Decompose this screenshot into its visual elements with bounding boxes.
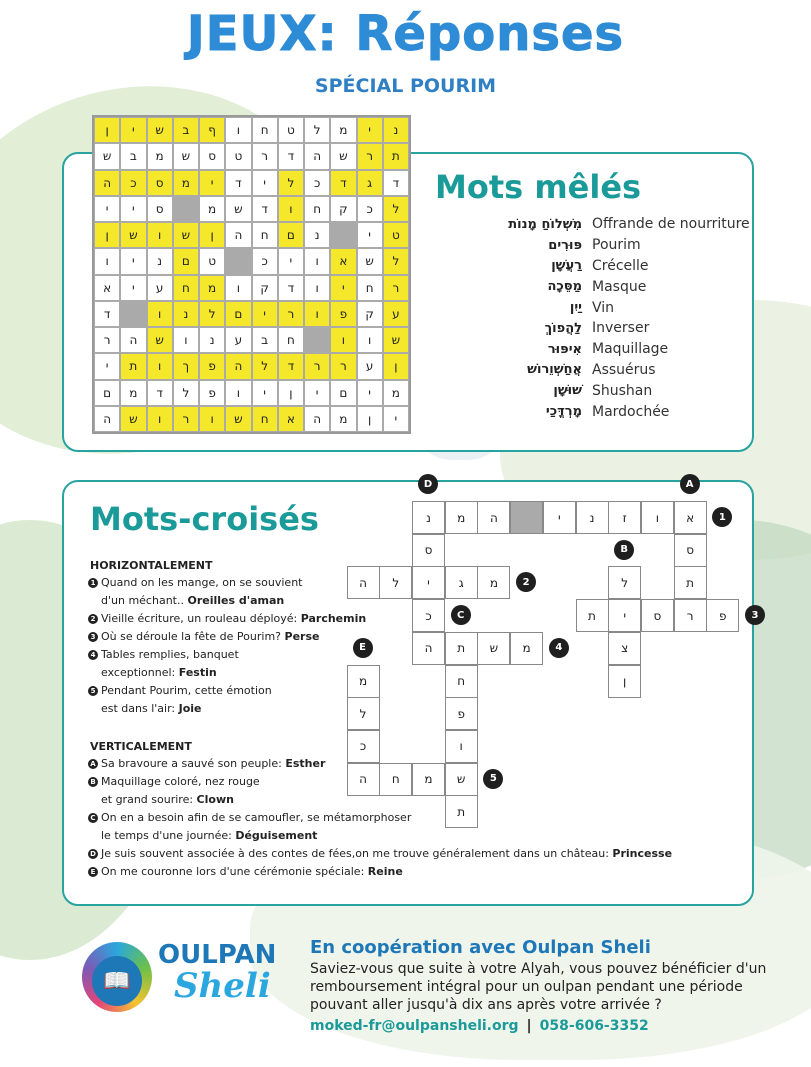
word-search-cell: ת: [383, 143, 409, 169]
word-list-item: [420, 235, 750, 256]
clue-text: Tables remplies, banquet: [101, 648, 239, 661]
word-search-cell: ש: [120, 406, 146, 432]
word-search-cell: מ: [330, 406, 356, 432]
clue-text: Je suis souvent associée à des contes de fées,on me trouve généralement dans un château:: [101, 847, 613, 860]
french-translation: Masque: [592, 278, 647, 295]
french-translation: Crécelle: [592, 257, 649, 274]
word-search-cell: ש: [383, 327, 409, 353]
word-list-item: [420, 276, 750, 297]
word-search-title: Mots mêlés: [435, 168, 642, 206]
word-search-cell: ל: [383, 196, 409, 222]
word-search-cell: י: [252, 301, 278, 327]
crossword-cell: מ: [347, 665, 380, 698]
crossword-cell: ה: [347, 763, 380, 796]
crossword-clue: [88, 628, 319, 646]
french-translation: Inverser: [592, 320, 650, 337]
clue-text: Pendant Pourim, cette émotion: [101, 684, 272, 697]
crossword-cell: ח: [445, 665, 478, 698]
word-search-cell: י: [252, 380, 278, 406]
crossword-clue: [88, 610, 366, 628]
word-list-item: [420, 318, 750, 339]
crossword-cell: מ: [445, 501, 478, 534]
crossword-cell: ן: [608, 665, 641, 698]
word-search-cell: ש: [173, 222, 199, 248]
word-search-cell: ן: [94, 222, 120, 248]
crossword-number-badge: E: [353, 638, 373, 658]
word-search-cell: ו: [173, 327, 199, 353]
crossword-cell: ו: [445, 730, 478, 763]
word-list-item: [420, 401, 750, 422]
contact-phone[interactable]: 058-606-3352: [539, 1018, 649, 1034]
word-search-cell: ן: [94, 117, 120, 143]
clue-number: B: [88, 777, 98, 787]
clue-number: C: [88, 813, 98, 823]
french-translation: Maquillage: [592, 341, 669, 358]
clue-text: Où se déroule la fête de Pourim?: [101, 630, 285, 643]
word-search-cell: ו: [304, 301, 330, 327]
clue-answer: Princesse: [612, 847, 673, 860]
word-search-cell: א: [330, 248, 356, 274]
word-search-cell: ן: [278, 380, 304, 406]
word-search-cell: ע: [225, 327, 251, 353]
word-search-cell: כ: [252, 248, 278, 274]
word-search-cell: ר: [383, 275, 409, 301]
word-search-cell: ש: [147, 117, 173, 143]
word-search-cell: ש: [173, 143, 199, 169]
crossword-clue: [88, 863, 403, 881]
french-translation: Assuérus: [592, 361, 656, 378]
word-search-cell: ע: [383, 301, 409, 327]
book-icon: 📖: [92, 956, 142, 1006]
word-search-cell: ה: [94, 406, 120, 432]
word-search-cell: ו: [147, 406, 173, 432]
word-search-cell: ר: [173, 406, 199, 432]
crossword-cell: ג: [445, 566, 478, 599]
word-search-cell: נ: [173, 301, 199, 327]
word-search-cell: ן: [199, 222, 225, 248]
word-search-cell: ס: [147, 196, 173, 222]
word-search-cell: מ: [147, 143, 173, 169]
word-search-cell: י: [199, 170, 225, 196]
word-search-cell: פ: [330, 301, 356, 327]
crossword-cell: מ: [510, 632, 543, 665]
word-search-cell: ד: [278, 353, 304, 379]
word-search-cell: א: [94, 275, 120, 301]
word-search-cell: ו: [225, 275, 251, 301]
word-search-cell: ל: [199, 301, 225, 327]
word-search-cell: י: [383, 406, 409, 432]
word-search-cell: ם: [278, 222, 304, 248]
clue-number: 2: [88, 614, 98, 624]
word-search-cell: א: [278, 406, 304, 432]
crossword-clue: [88, 809, 411, 845]
hebrew-word: רַעֲשָׁן: [551, 258, 582, 274]
french-translation: Pourim: [592, 237, 641, 254]
crossword-number-badge: A: [680, 474, 700, 494]
word-search-cell: י: [330, 275, 356, 301]
word-search-cell: ח: [173, 275, 199, 301]
word-search-cell: ה: [94, 170, 120, 196]
crossword-clue: [88, 574, 303, 610]
crossword-cell: ת: [445, 632, 478, 665]
word-search-cell: ד: [330, 170, 356, 196]
word-search-cell: ד: [147, 380, 173, 406]
word-search-cell: ה: [120, 327, 146, 353]
crossword-cell: ה: [412, 632, 445, 665]
clue-text: Vieille écriture, un rouleau déployé:: [101, 612, 301, 625]
hebrew-word: אִיפּוּר: [547, 341, 582, 357]
crossword-cell: ל: [379, 566, 412, 599]
word-search-cell: ל: [304, 117, 330, 143]
word-list: [420, 214, 750, 422]
word-search-cell: ר: [357, 143, 383, 169]
word-search-cell: ש: [120, 222, 146, 248]
logo-text-oulpan: OULPAN: [158, 940, 277, 970]
word-search-cell: [120, 301, 146, 327]
word-search-cell: [173, 196, 199, 222]
crossword-cell: ש: [477, 632, 510, 665]
hebrew-word: שׁוּשָׁן: [553, 383, 582, 399]
word-search-cell: ר: [252, 143, 278, 169]
hebrew-word: מִשְׁלוֹחַ מָנוֹת: [508, 216, 582, 232]
word-search-cell: ב: [252, 327, 278, 353]
clue-answer: Joie: [178, 702, 202, 715]
clue-heading: HORIZONTALEMENT: [90, 559, 213, 572]
word-search-cell: נ: [199, 327, 225, 353]
clue-number: 5: [88, 686, 98, 696]
crossword-cell: ת: [674, 566, 707, 599]
crossword-cell: נ: [576, 501, 609, 534]
word-search-cell: פ: [199, 380, 225, 406]
crossword-clue: [88, 845, 672, 863]
crossword-number-badge: 5: [483, 769, 503, 789]
crossword-clue: [88, 682, 272, 718]
cooperation-title: En coopération avec Oulpan Sheli: [310, 937, 651, 958]
crossword-cell: ס: [641, 599, 674, 632]
word-list-item: [420, 380, 750, 401]
clue-heading: VERTICALEMENT: [90, 740, 192, 753]
crossword-cell: כ: [347, 730, 380, 763]
crossword-cell: א: [674, 501, 707, 534]
crossword-cell: צ: [608, 632, 641, 665]
word-search-cell: ק: [330, 196, 356, 222]
word-search-cell: ע: [357, 353, 383, 379]
word-search-cell: ש: [147, 327, 173, 353]
word-search-cell: ל: [252, 353, 278, 379]
clue-number: 4: [88, 650, 98, 660]
crossword-cell: ו: [641, 501, 674, 534]
crossword-cell: ח: [379, 763, 412, 796]
clue-number: A: [88, 759, 98, 769]
logo-text-sheli: Sheli: [174, 966, 271, 1006]
crossword-clue: [88, 646, 239, 682]
crossword-number-badge: D: [418, 474, 438, 494]
crossword-cell: ת: [445, 795, 478, 828]
word-search-cell: ד: [278, 143, 304, 169]
word-search-cell: כ: [357, 196, 383, 222]
word-search-cell: ף: [199, 117, 225, 143]
contact-line: [310, 1018, 649, 1034]
word-list-item: [420, 339, 750, 360]
word-search-cell: נ: [304, 222, 330, 248]
word-search-cell: מ: [199, 275, 225, 301]
clue-answer: Clown: [196, 793, 234, 806]
word-search-cell: מ: [383, 380, 409, 406]
clue-answer: Déguisement: [235, 829, 318, 842]
clue-number: D: [88, 849, 98, 859]
crossword-cell: פ: [706, 599, 739, 632]
clue-text: d'un méchant..: [101, 594, 188, 607]
contact-separator: |: [526, 1018, 532, 1034]
word-search-cell: ט: [278, 117, 304, 143]
contact-email[interactable]: moked-fr@oulpansheli.org: [310, 1018, 519, 1034]
clue-text: On me couronne lors d'une cérémonie spéciale:: [101, 865, 368, 878]
word-search-cell: ד: [252, 196, 278, 222]
word-search-cell: ש: [225, 196, 251, 222]
word-search-cell: ג: [357, 170, 383, 196]
word-search-cell: מ: [330, 117, 356, 143]
word-search-cell: י: [120, 275, 146, 301]
word-search-cell: כ: [120, 170, 146, 196]
clue-text: Quand on les mange, on se souvient: [101, 576, 303, 589]
clue-text: Sa bravoure a sauvé son peuple:: [101, 757, 286, 770]
crossword-cell: מ: [412, 763, 445, 796]
word-search-cell: ל: [173, 380, 199, 406]
word-search-cell: י: [357, 117, 383, 143]
crossword-number-badge: 4: [549, 638, 569, 658]
word-search-cell: י: [120, 248, 146, 274]
crossword-number-badge: B: [614, 540, 634, 560]
crossword-number-badge: C: [451, 605, 471, 625]
word-list-item: [420, 360, 750, 381]
crossword-number-badge: 3: [745, 605, 765, 625]
word-search-cell: ד: [383, 170, 409, 196]
word-search-cell: ו: [147, 301, 173, 327]
clue-answer: Parchemin: [300, 612, 367, 625]
oulpan-sheli-logo: [82, 938, 282, 1018]
word-search-cell: י: [94, 353, 120, 379]
crossword-cell: י: [608, 599, 641, 632]
word-search-cell: ד: [278, 275, 304, 301]
word-search-cell: מ: [199, 196, 225, 222]
clue-answer: Esther: [285, 757, 326, 770]
word-search-cell: ש: [330, 143, 356, 169]
word-list-item: [420, 297, 750, 318]
word-search-cell: ק: [357, 301, 383, 327]
word-search-cell: ו: [147, 353, 173, 379]
word-search-cell: ו: [225, 117, 251, 143]
crossword-number-badge: 2: [516, 572, 536, 592]
word-search-cell: י: [94, 196, 120, 222]
hebrew-word: מָרְדֳּכַי: [545, 404, 582, 420]
word-search-cell: ם: [94, 380, 120, 406]
word-search-cell: י: [120, 117, 146, 143]
word-search-cell: י: [252, 170, 278, 196]
crossword-clue: [88, 773, 260, 809]
word-list-item: [420, 214, 750, 235]
clue-text: est dans l'air:: [101, 702, 179, 715]
word-search-cell: ו: [278, 196, 304, 222]
word-search-cell: ש: [357, 248, 383, 274]
word-search-cell: ו: [199, 406, 225, 432]
word-search-cell: ה: [304, 406, 330, 432]
crossword-cell: ז: [608, 501, 641, 534]
crossword-cell: ל: [608, 566, 641, 599]
hebrew-word: פּוּרִים: [548, 237, 582, 253]
crossword-cell: ש: [445, 763, 478, 796]
clue-answer: Perse: [284, 630, 320, 643]
word-search-cell: ה: [225, 222, 251, 248]
hebrew-word: מַסֵּכָה: [547, 279, 582, 295]
french-translation: Vin: [592, 299, 615, 316]
word-search-cell: ש: [94, 143, 120, 169]
clue-text: On en a besoin afin de se camoufler, se métamorphoser: [101, 811, 412, 824]
word-search-cell: ו: [304, 248, 330, 274]
word-search-cell: ח: [304, 196, 330, 222]
word-search-cell: ד: [225, 170, 251, 196]
clue-number: 3: [88, 632, 98, 642]
clue-answer: Oreilles d'aman: [187, 594, 285, 607]
word-search-cell: ר: [330, 353, 356, 379]
crossword-cell: נ: [412, 501, 445, 534]
word-search-cell: ן: [383, 353, 409, 379]
crossword-cell: ל: [347, 697, 380, 730]
page-subtitle: SPÉCIAL POURIM: [314, 75, 497, 97]
crossword-number-badge: 1: [712, 507, 732, 527]
crossword-cell: ר: [674, 599, 707, 632]
word-search-cell: ו: [330, 327, 356, 353]
word-search-cell: ן: [357, 406, 383, 432]
crossword-cell: ה: [347, 566, 380, 599]
french-translation: Mardochée: [592, 403, 670, 420]
word-search-cell: ם: [330, 380, 356, 406]
clue-number: 1: [88, 578, 98, 588]
crossword-title: Mots-croisés: [90, 500, 319, 538]
word-search-cell: ע: [147, 275, 173, 301]
crossword-cell: ה: [477, 501, 510, 534]
word-search-cell: [225, 248, 251, 274]
word-search-cell: ט: [225, 143, 251, 169]
crossword-cell: י: [543, 501, 576, 534]
word-search-cell: ס: [147, 170, 173, 196]
word-search-cell: ו: [147, 222, 173, 248]
word-search-cell: ד: [94, 301, 120, 327]
hebrew-word: לַהֲפוֹךְ: [544, 320, 582, 336]
word-search-cell: ח: [357, 275, 383, 301]
word-search-cell: ט: [383, 222, 409, 248]
word-search-cell: ל: [383, 248, 409, 274]
word-list-item: [420, 256, 750, 277]
word-search-cell: פ: [199, 353, 225, 379]
word-search-cell: י: [278, 248, 304, 274]
clue-text: le temps d'une journée:: [101, 829, 236, 842]
word-search-cell: י: [357, 222, 383, 248]
word-search-cell: ק: [252, 275, 278, 301]
french-translation: Shushan: [592, 382, 653, 399]
clue-text: Maquillage coloré, nez rouge: [101, 775, 260, 788]
word-search-cell: ו: [225, 380, 251, 406]
word-search-cell: ר: [94, 327, 120, 353]
logo-emblem: [82, 942, 152, 1012]
clue-number: E: [88, 867, 98, 877]
clue-text: et grand sourire:: [101, 793, 197, 806]
crossword-cell: ת: [576, 599, 609, 632]
word-search-cell: ח: [252, 117, 278, 143]
word-search-cell: ש: [225, 406, 251, 432]
french-translation: Offrande de nourriture: [592, 216, 750, 233]
word-search-cell: כ: [304, 170, 330, 196]
word-search-cell: ב: [120, 143, 146, 169]
word-search-cell: ב: [173, 117, 199, 143]
crossword-cell: ס: [412, 534, 445, 567]
word-search-cell: מ: [120, 380, 146, 406]
word-search-cell: ח: [252, 406, 278, 432]
word-search-grid: [92, 115, 411, 434]
word-search-cell: ו: [357, 327, 383, 353]
word-search-cell: ח: [278, 327, 304, 353]
word-search-cell: י: [357, 380, 383, 406]
word-search-cell: ם: [225, 301, 251, 327]
word-search-cell: ט: [199, 248, 225, 274]
word-search-cell: ת: [120, 353, 146, 379]
crossword-cell: י: [412, 566, 445, 599]
crossword-cell: ס: [674, 534, 707, 567]
word-search-cell: [330, 222, 356, 248]
word-search-cell: ם: [173, 248, 199, 274]
word-search-cell: ר: [278, 301, 304, 327]
clue-text: exceptionnel:: [101, 666, 179, 679]
word-search-cell: ו: [94, 248, 120, 274]
word-search-cell: נ: [383, 117, 409, 143]
crossword-cell: מ: [477, 566, 510, 599]
crossword-cell: פ: [445, 697, 478, 730]
page-title: JEUX: Réponses: [186, 6, 625, 62]
word-search-cell: נ: [147, 248, 173, 274]
hebrew-word: אֲחַשְׁוֵרוֹשׁ: [527, 362, 582, 378]
word-search-cell: ך: [173, 353, 199, 379]
word-search-cell: ה: [225, 353, 251, 379]
crossword-clue: [88, 755, 325, 773]
crossword-cell: כ: [412, 599, 445, 632]
word-search-cell: [304, 327, 330, 353]
word-search-cell: ח: [252, 222, 278, 248]
word-search-cell: מ: [173, 170, 199, 196]
word-search-cell: ל: [278, 170, 304, 196]
word-search-cell: ס: [199, 143, 225, 169]
clue-answer: Festin: [178, 666, 217, 679]
word-search-cell: י: [304, 380, 330, 406]
word-search-cell: ר: [304, 353, 330, 379]
cooperation-text: Saviez-vous que suite à votre Alyah, vous pouvez bénéficier d'un remboursement intégral pour un oulpan pendant une période pouvant aller jusqu'à dix ans après votre arrivée ?: [310, 961, 767, 1013]
word-search-cell: י: [120, 196, 146, 222]
hebrew-word: יַיִן: [569, 300, 582, 316]
clue-answer: Reine: [367, 865, 403, 878]
word-search-cell: ה: [304, 143, 330, 169]
word-search-cell: ו: [304, 275, 330, 301]
crossword-cell: [510, 501, 543, 534]
